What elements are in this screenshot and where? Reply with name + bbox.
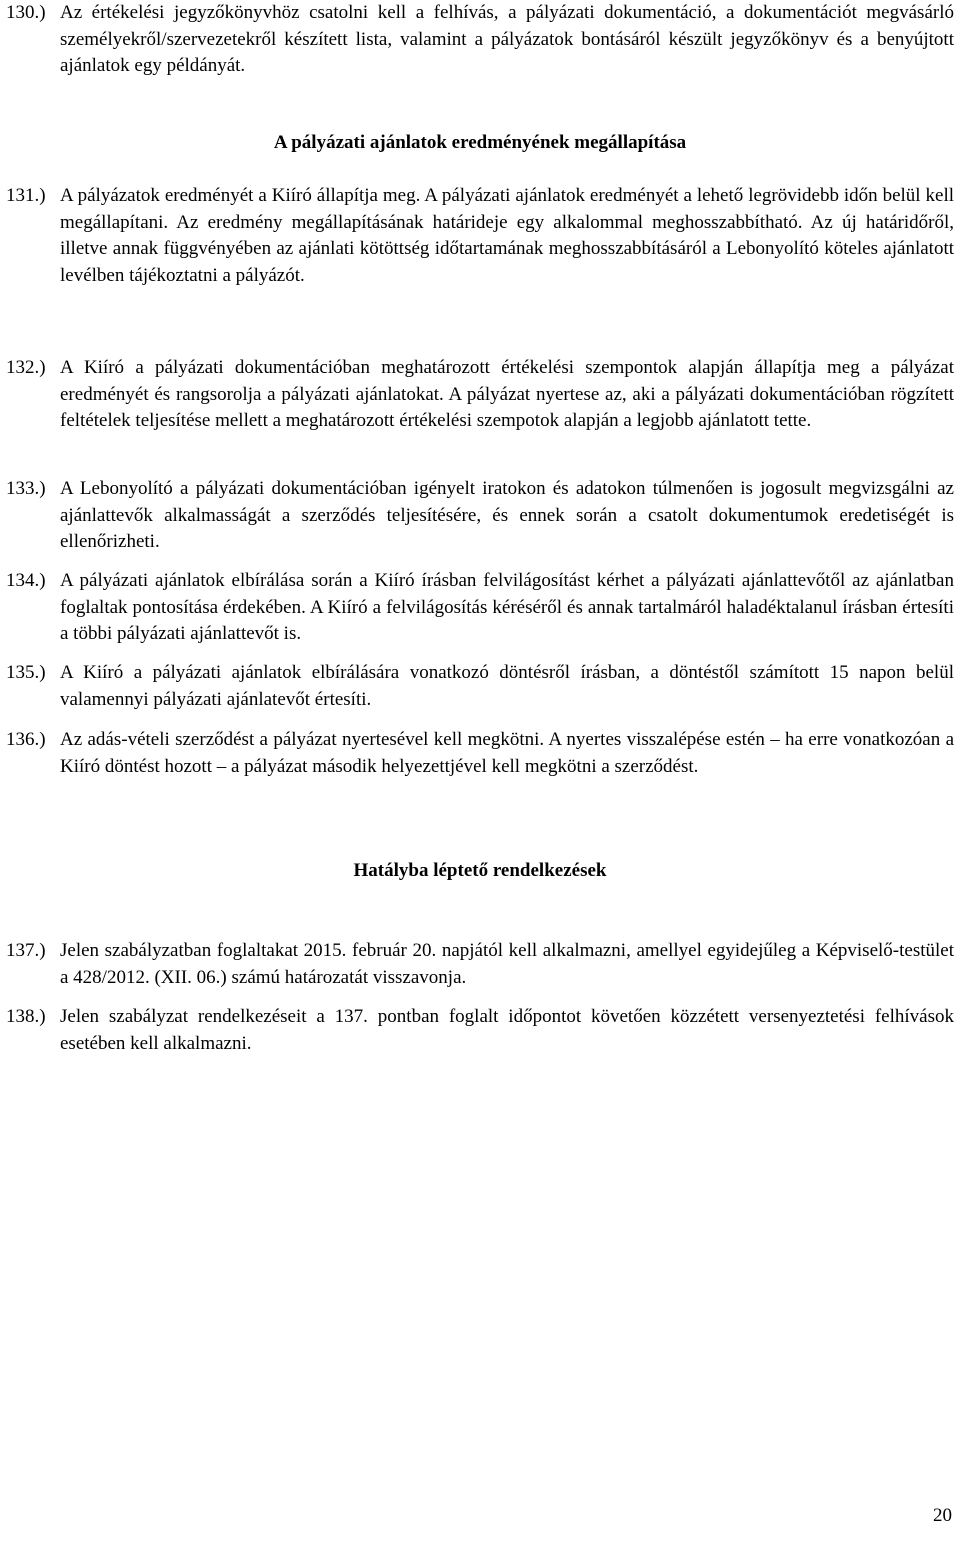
paragraph-131 [6,183,954,289]
paragraph-136 [6,727,954,780]
paragraph-text: Az értékelési jegyzőkönyvhöz csatolni kell a felhívás, a pályázati dokumentáció, a dokumentációt megvásárló személyekről/szervezetekről készített lista, valamint a pályázatok bontásáról készült jegyzőkönyv és a benyújtott ajánlatok egy példányát. [60,2,954,76]
paragraph-number: 138.) [6,1006,46,1027]
paragraph-137 [6,938,954,991]
paragraph-134 [6,568,954,648]
paragraph-text: A Kiíró a pályázati dokumentációban meghatározott értékelési szempontok alapján állapítja meg a pályázat eredményét és rangsorolja a pályázati ajánlatokat. A pályázat nyertese az, aki a pályázati dokumentációban rögzített feltételek teljesítése mellett a meghatározott értékelési szempotok alapján a legjobb ajánlatott tette. [60,357,954,431]
paragraph-number: 136.) [6,729,46,750]
section-heading-effective: Hatályba léptető rendelkezések [353,860,607,881]
paragraph-132 [6,355,954,435]
paragraph-text: A Lebonyolító a pályázati dokumentációban igényelt iratokon és adatokon túlmenően is jogosult megvizsgálni az ajánlattevők alkalmasságát a szerződés teljesítésére, és ennek során a csatolt dokumentumok eredetiségét is ellenőrizheti. [60,478,954,552]
paragraph-text: A Kiíró a pályázati ajánlatok elbírálására vonatkozó döntésről írásban, a döntéstől számított 15 napon belül valamennyi pályázati ajánlatevőt értesíti. [60,662,954,710]
paragraph-number: 133.) [6,478,46,499]
paragraph-text: Jelen szabályzatban foglaltakat 2015. február 20. napjától kell alkalmazni, amellyel egyidejűleg a Képviselő-testület a 428/2012. (XII. 06.) számú határozatát visszavonja. [60,940,954,988]
paragraph-number: 132.) [6,357,46,378]
paragraph-text: Jelen szabályzat rendelkezéseit a 137. pontban foglalt időpontot követően közzétett versenyeztetési felhívások esetében kell alkalmazni. [60,1006,954,1054]
paragraph-text: Az adás-vételi szerződést a pályázat nyertesével kell megkötni. A nyertes visszalépése estén – ha erre vonatkozóan a Kiíró döntést hozott – a pályázat második helyezettjével kell megkötni a szerződést. [60,729,954,777]
paragraph-138 [6,1004,954,1057]
paragraph-number: 130.) [6,2,46,23]
page-number: 20 [933,1505,952,1526]
paragraph-text: A pályázati ajánlatok elbírálása során a Kiíró írásban felvilágosítást kérhet a pályázati ajánlattevőtől az ajánlatban foglaltak pontosítása érdekében. A Kiíró a felvilágosítás kéréséről és annak tartalmáról haladéktalanul írásban értesíti a többi pályázati ajánlattevőt is. [60,570,954,644]
paragraph-130 [6,0,954,80]
paragraph-number: 131.) [6,185,46,206]
paragraph-text: A pályázatok eredményét a Kiíró állapítja meg. A pályázati ajánlatok eredményét a lehető legrövidebb időn belül kell megállapítani. Az eredmény megállapításának határideje egy alkalommal meghosszabbítható. Az új határidőről, illetve annak függvényében az ajánlati kötöttség időtartamának meghosszabbításáról a Lebonyolító köteles ajánlatott levélben tájékoztatni a pályázót. [60,185,954,286]
paragraph-135 [6,660,954,713]
paragraph-number: 134.) [6,570,46,591]
paragraph-number: 137.) [6,940,46,961]
paragraph-133 [6,476,954,556]
section-heading-results: A pályázati ajánlatok eredményének megállapítása [273,132,687,153]
paragraph-number: 135.) [6,662,46,683]
